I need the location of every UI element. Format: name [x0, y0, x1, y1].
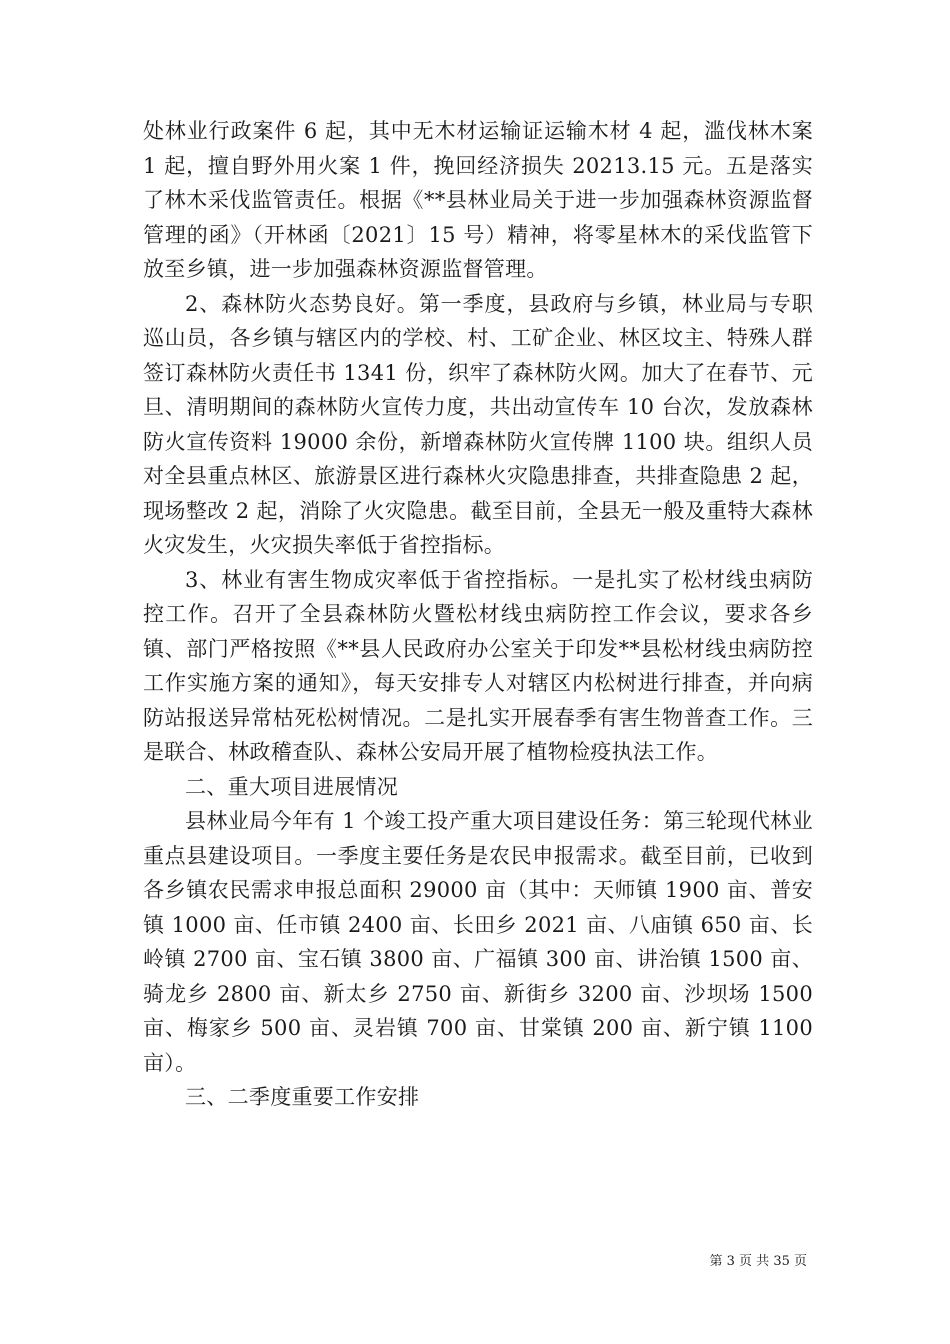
paragraph-case-summary: 处林业行政案件 6 起，其中无木材运输证运输木材 4 起，滥伐林木案 1 起，擅自野外用火案 1 件，挽回经济损失 20213.15 元。五是落实了林木采伐监管责任。根据《**县林业局关于进一步加强森林资源监督管理的函》（开林函〔2021〕15 号）精神，将零星林木的采伐监管下放至乡镇，进一步加强森林资源监督管理。	[143, 119, 813, 281]
paragraph-fire-prevention: 2、森林防火态势良好。第一季度，县政府与乡镇，林业局与专职巡山员，各乡镇与辖区内的学校、村、工矿企业、林区坟主、特殊人群签订森林防火责任书 1341 份，织牢了森林防火网。加大了在春节、元旦、清明期间的森林防火宣传力度，共出动宣传车 10 台次，发放森林防火宣传资料 19000 余份，新增森林防火宣传牌 1100 块。组织人员对全县重点林区、旅游景区进行森林火灾隐患排查，共排查隐患 2 起，现场整改 2 起，消除了火灾隐患。截至目前，全县无一般及重特大森林火灾发生，火灾损失率低于省控指标。	[143, 291, 813, 557]
page-number-footer: 第 3 页 共 35 页	[709, 1254, 807, 1269]
document-body	[143, 114, 813, 1115]
section-heading-q2-plan: 三、二季度重要工作安排	[185, 1085, 420, 1109]
paragraph-pest-control: 3、林业有害生物成灾率低于省控指标。一是扎实了松材线虫病防控工作。召开了全县森林防火暨松材线虫病防控工作会议，要求各乡镇、部门严格按照《**县人民政府办公室关于印发**县松材线虫病防控工作实施方案的通知》，每天安排专人对辖区内松树进行排查，并向病防站报送异常枯死松树情况。二是扎实开展春季有害生物普查工作。三是联合、林政稽查队、森林公安局开展了植物检疫执法工作。	[143, 567, 813, 764]
section-heading-major-projects: 二、重大项目进展情况	[185, 774, 398, 799]
paragraph-project-progress: 县林业局今年有 1 个竣工投产重大项目建设任务：第三轮现代林业重点县建设项目。一季度主要任务是农民申报需求。截至目前，已收到各乡镇农民需求申报总面积 29000 亩（其中：天师镇 1900 亩、普安镇 1000 亩、任市镇 2400 亩、长田乡 2021 亩、八庙镇 650 亩、长岭镇 2700 亩、宝石镇 3800 亩、广福镇 300 亩、讲治镇 1500 亩、骑龙乡 2800 亩、新太乡 2750 亩、新街乡 3200 亩、沙坝场 1500 亩、梅家乡 500 亩、灵岩镇 700 亩、甘棠镇 200 亩、新宁镇 1100 亩）。	[143, 809, 813, 1075]
